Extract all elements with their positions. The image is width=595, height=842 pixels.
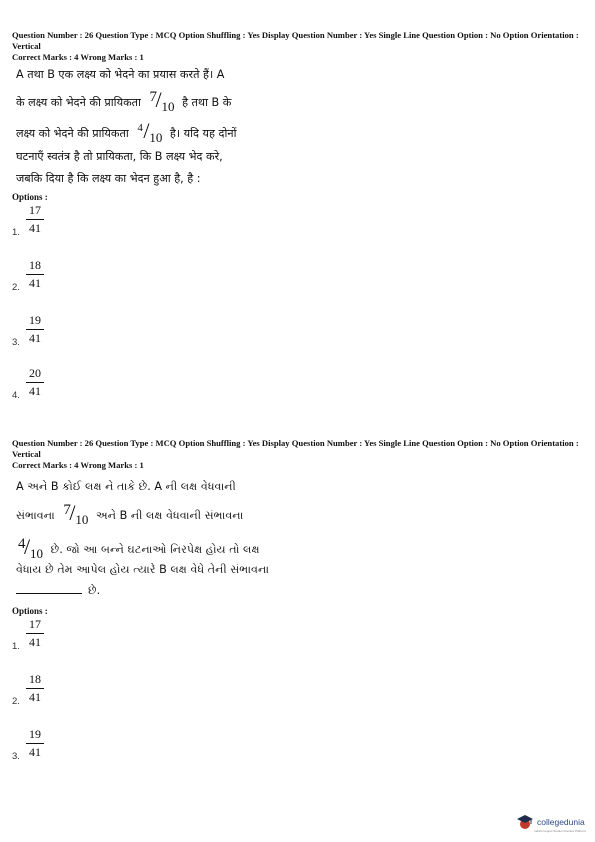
fraction-four-tenths: 4 / 10 [137, 118, 163, 145]
question-header: Question Number : 26 Question Type : MCQ Option Shuffling : Yes Display Question Number : Yes Single Line Question Option : No Option Orientation : Vertical [12, 438, 579, 459]
option-2[interactable]: 2. 18 41 [12, 259, 72, 293]
collegedunia-logo [516, 810, 586, 833]
question-header: Question Number : 26 Question Type : MCQ Option Shuffling : Yes Display Question Number : Yes Single Line Question Option : No Option Orientation : Vertical [12, 30, 579, 51]
option-3[interactable]: 3. 19 41 [12, 728, 72, 762]
marks-line: Correct Marks : 4 Wrong Marks : 1 [12, 460, 144, 470]
logo-text: collegedunia [537, 817, 585, 827]
option-1[interactable]: 1. 17 41 [12, 204, 72, 238]
fraction-four-tenths: 4 / 10 [18, 534, 43, 561]
fraction-seven-tenths: 7 / 10 [149, 87, 175, 114]
option-fraction: 18 41 [26, 259, 44, 290]
question-1-meta [12, 30, 583, 63]
question-line-2: સંભાવના 7 / 10 અને B ની લક્ષ વેધવાની સંભાવના [16, 500, 244, 527]
option-1[interactable]: 1. 17 41 [12, 618, 72, 652]
question-line-4: घटनाएँ स्वतंत्र है तो प्रायिकता, कि B लक्ष्य भेद करे, [16, 150, 223, 163]
question-line-5: जबकि दिया है कि लक्ष्य का भेदन हुआ है, है : [16, 172, 201, 185]
question-line-3: लक्ष्य को भेदने की प्रायिकता 4 / 10 है। यदि यह दोनों [16, 118, 237, 145]
options-label: Options : [12, 192, 48, 202]
question-line-3: 4 / 10 છે. જો આ બન્ને ઘટનાઓ નિરપેક્ષ હોય તો લક્ષ [18, 534, 260, 561]
question-2-meta [12, 438, 583, 471]
options-label: Options : [12, 606, 48, 616]
option-fraction: 19 41 [26, 728, 44, 759]
question-line-1: A तथा B एक लक्ष्य को भेदने का प्रयास करते हैं। A [16, 68, 225, 81]
marks-line: Correct Marks : 4 Wrong Marks : 1 [12, 52, 144, 62]
option-fraction: 20 41 [26, 367, 44, 398]
option-fraction: 17 41 [26, 618, 44, 649]
option-fraction: 17 41 [26, 204, 44, 235]
option-fraction: 19 41 [26, 314, 44, 345]
answer-blank [16, 583, 82, 594]
question-line-4: વેધાય છે તેમ આપેલ હોય ત્યારે B લક્ષ વેધે તેની સંભાવના [16, 563, 270, 576]
graduation-cap-icon [516, 814, 534, 830]
option-2[interactable]: 2. 18 41 [12, 673, 72, 707]
fraction-seven-tenths: 7 / 10 [63, 500, 89, 527]
logo-subtext: India's largest Student Review Platform [534, 829, 587, 833]
question-line-2: के लक्ष्य को भेदने की प्रायिकता 7 / 10 है तथा B के [16, 87, 232, 114]
question-line-1: A અને B કોઈ લક્ષ ને તાકે છે. A ની લક્ષ વેધવાની [16, 480, 236, 493]
option-4[interactable]: 4. 20 41 [12, 367, 72, 401]
option-fraction: 18 41 [26, 673, 44, 704]
question-line-5: છે. [16, 583, 100, 598]
option-3[interactable]: 3. 19 41 [12, 314, 72, 348]
